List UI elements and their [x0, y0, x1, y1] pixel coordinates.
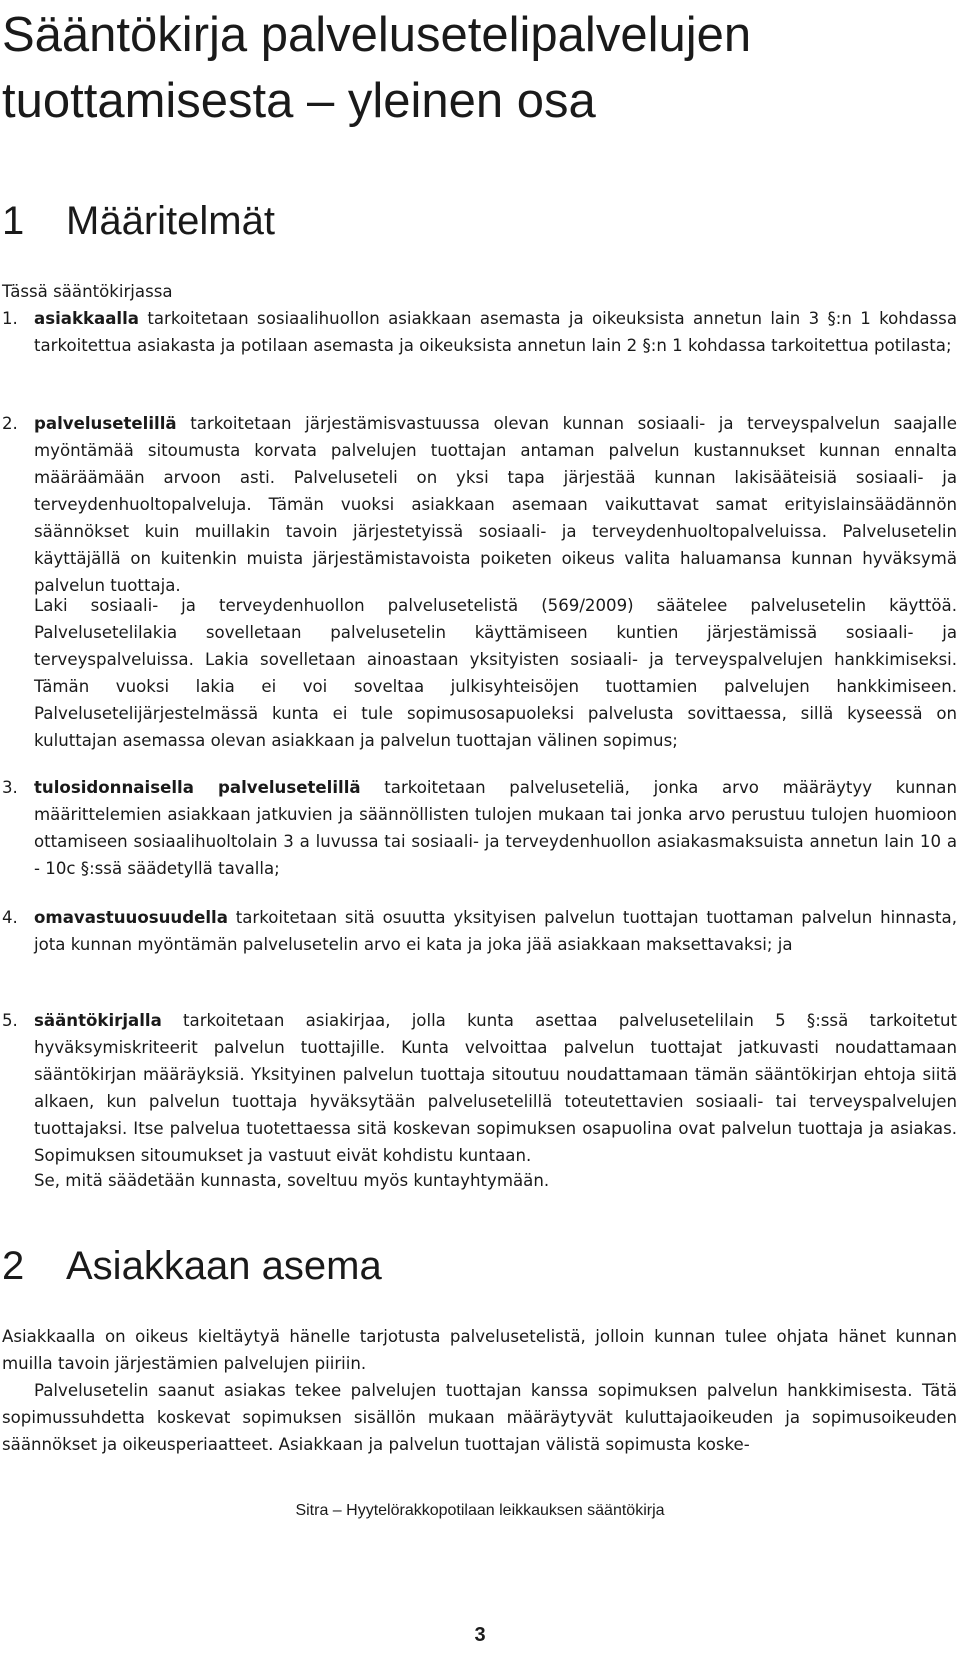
section-title: Määritelmät [66, 199, 275, 243]
item-number: 2. [2, 414, 18, 433]
section-1-intro: Tässä sääntökirjassa [2, 282, 173, 301]
item-body [34, 774, 957, 882]
section-number: 2 [2, 1244, 25, 1288]
item-number: 4. [2, 908, 18, 927]
item-number: 3. [2, 778, 18, 797]
document-title: Sääntökirja palvelusetelipalvelujen tuottamisesta – yleinen osa [2, 8, 752, 128]
section-1-heading [2, 197, 902, 245]
item-body: Laki sosiaali- ja terveydenhuollon palvelusetelistä (569/2009) säätelee palvelusetelin käyttöä. Palvelusetelilakia sovelletaan palvelusetelin käyttämiseen kuntien järjestämissä sosiaali- ja terveyspalveluissa. Lakia sovelletaan ainoastaan yksityisten sosiaali- ja terveyspalvelujen hankkimiseksi. Tämän vuoksi lakia ei voi soveltaa julkisyhteisöjen tuottamien palvelujen hankkimiseen. Palvelusetelijärjestelmässä kunta ei tule sopimusosapuoleksi palvelusta sovittaessa, sillä kyseessä on kuluttajan asemassa olevan asiakkaan ja palvelun tuottajan välinen sopimus; [34, 596, 957, 750]
item-body [34, 904, 957, 958]
item-text: tarkoitetaan sitä osuutta yksityisen palvelun tuottajan tuottaman palvelun hinnasta, jota kunnan myöntämän palvelusetelin arvo ei kata ja joka jää asiakkaan maksettavaksi; ja [34, 908, 957, 954]
item-term: asiakkaalla [34, 309, 139, 328]
section-2-heading [2, 1242, 902, 1290]
item-body: Se, mitä säädetään kunnasta, soveltuu myös kuntayhtymään. [34, 1171, 550, 1190]
page-footer: Sitra – Hyytelörakkopotilaan leikkauksen sääntökirja [295, 1502, 665, 1519]
item-text: tarkoitetaan sosiaalihuollon asiakkaan asemasta ja oikeuksista annetun lain 3 §:n 1 kohdassa tarkoitettua asiakasta ja potilaan asemasta ja oikeuksista annetun lain 2 §:n 1 kohdassa tarkoitettua potilasta; [34, 309, 957, 355]
item-text: tarkoitetaan asiakirjaa, jolla kunta asettaa palvelusetelilain 5 §:ssä tarkoitetut hyväksymiskriteerit palvelun tuottajille. Kunta velvoittaa palvelun tuottajat jatkuvasti noudattamaan sääntökirjan määräyksiä. Yksityinen palvelun tuottaja sitoutuu noudattamaan tämän sääntökirjan ehtoja siitä alkaen, kun palvelun tuottaja hyväksytään palvelusetelillä toteutettavien sosiaali- tai terveyspalvelujen tuottajaksi. Itse palvelua tuotettaessa sitä koskevan sopimuksen osapuolina ovat palvelun tuottaja ja asiakas. Sopimuksen sitoumukset ja vastuut eivät kohdistu kuntaan. [34, 1011, 957, 1165]
item-number: 5. [2, 1011, 18, 1030]
item-text: tarkoitetaan järjestämisvastuussa olevan kunnan sosiaali- ja terveyspalvelun saajalle myöntämää sitoumusta korvata palvelujen tuottajan antaman palvelun kustannukset kunnan ennalta määräämään arvoon asti. Palveluseteli on yksi tapa järjestää kunnan lakisääteisiä sosiaali- ja terveydenhuoltopalveluja. Tämän vuoksi asiakkaan asemaan vaikuttavat samat erityislainsäädännön säännökset kuin muillakin tavoin järjestetyissä sosiaali- ja terveydenhuoltopalveluissa. Palvelusetelin käyttäjällä on kuitenkin muista järjestämistavoista poiketen oikeus valita haluamansa kunnan hyväksymä palvelun tuottaja. [34, 414, 957, 595]
item-term: omavastuuosuudella [34, 908, 228, 927]
item-body [34, 1007, 957, 1169]
section-number: 1 [2, 199, 25, 243]
section-title: Asiakkaan asema [66, 1244, 382, 1288]
item-term: tulosidonnaisella palvelusetelillä [34, 778, 361, 797]
item-body [34, 410, 957, 599]
section-2-paragraph: Asiakkaalla on oikeus kieltäytyä hänelle tarjotusta palvelusetelistä, jolloin kunnan tulee ohjata hänet kunnan muilla tavoin järjestämien palvelujen piiriin. [2, 1327, 957, 1373]
section-2-paragraph: Palvelusetelin saanut asiakas tekee palvelujen tuottajan kanssa sopimuksen palvelun hankkimisesta. Tätä sopimussuhdetta koskevat sopimuksen sisällön mukaan määräytyvät kuluttajaoikeuden ja sopimusoikeuden säännökset ja oikeusperiaatteet. Asiakkaan ja palvelun tuottajan välistä sopimusta koske- [2, 1381, 957, 1454]
item-term: sääntökirjalla [34, 1011, 162, 1030]
item-body [34, 305, 957, 359]
item-text: tarkoitetaan palveluseteliä, jonka arvo määräytyy kunnan määrittelemien asiakkaan jatkuvien ja säännöllisten tulojen mukaan tai jonka arvo perustuu tulojen huomioon ottamiseen sosiaalihuoltolain 3 a luvussa tai sosiaali- ja terveydenhuollon asiakasmaksuista annetun lain 10 a - 10c §:ssä säädetyllä tavalla; [34, 778, 957, 878]
item-term: palvelusetelillä [34, 414, 177, 433]
page-number: 3 [474, 1624, 486, 1646]
item-number: 1. [2, 309, 18, 328]
